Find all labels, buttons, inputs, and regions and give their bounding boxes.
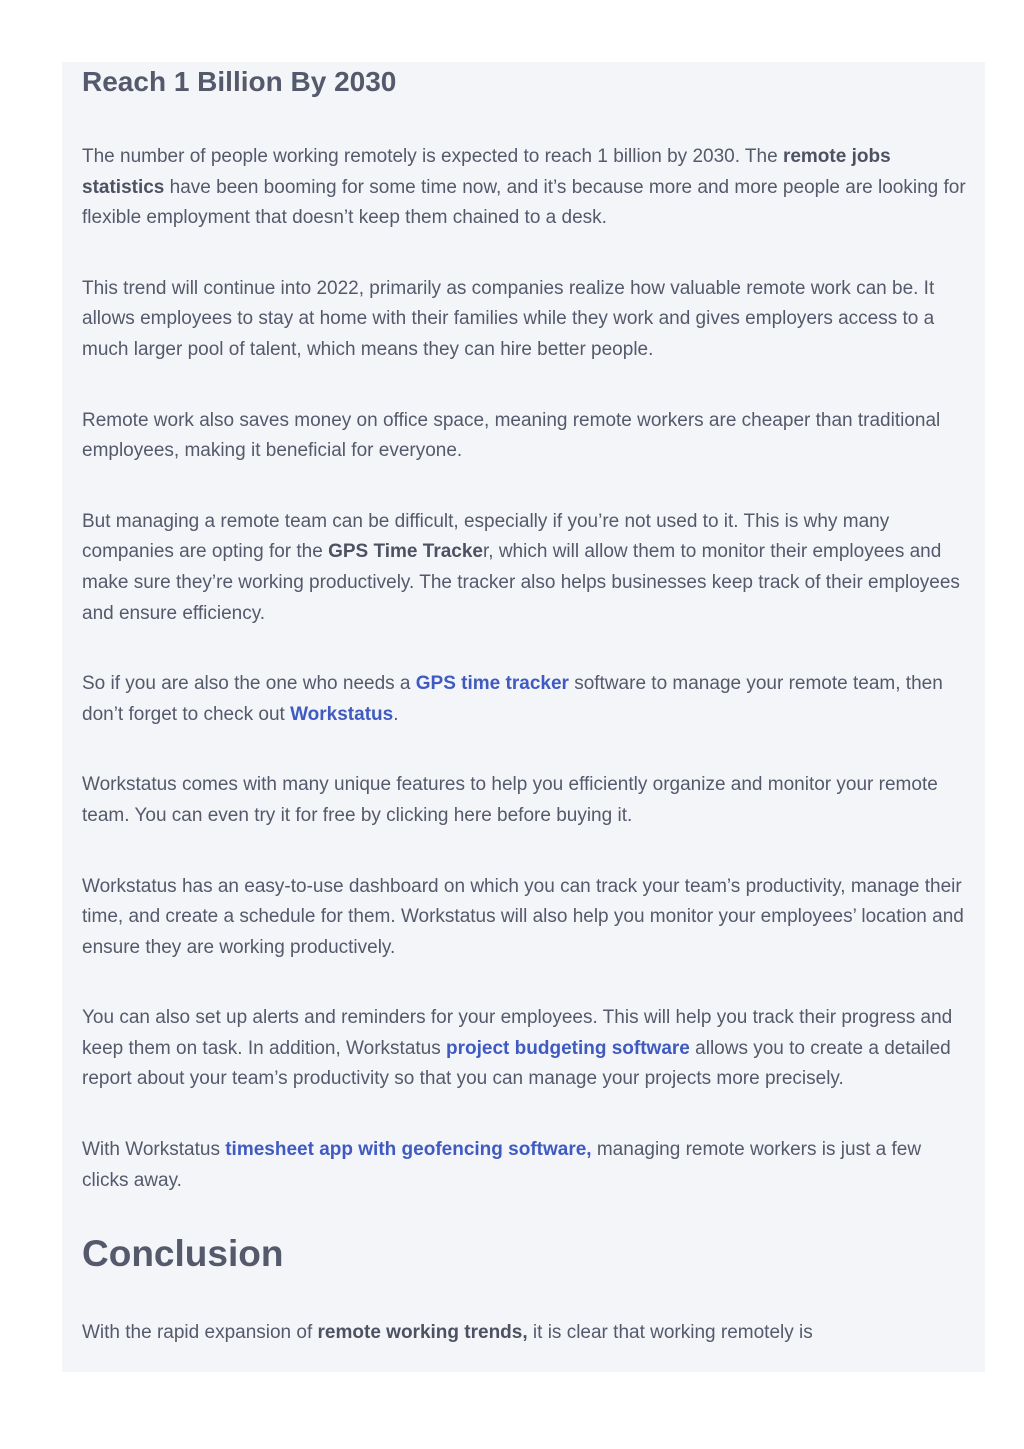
link-workstatus[interactable]: Workstatus — [290, 703, 394, 725]
paragraph-text: managing remote workers is just a few clicks away. — [82, 1139, 922, 1191]
paragraph-managing — [82, 507, 970, 629]
paragraph-text: have been booming for some time now, and it’s because more and more people are looking for flexible employment that doesn’t keep them chained to a desk. — [82, 176, 966, 229]
article-content — [82, 62, 970, 1349]
paragraph-cta — [82, 669, 970, 730]
bold-gps-time-tracker: GPS Time Tracke — [328, 541, 483, 563]
paragraph-text: allows you to create a detailed report about your team’s productivity so that you can manage your projects more precisely. — [82, 1037, 951, 1090]
paragraph-text: . — [393, 703, 399, 725]
bold-remote-jobs-statistics: remote jobs statistics — [82, 146, 891, 198]
section-heading: Reach 1 Billion By 2030 — [82, 66, 397, 97]
paragraph-alerts — [82, 1003, 970, 1095]
paragraph-text: The number of people working remotely is expected to reach 1 billion by 2030. The — [82, 146, 783, 167]
paragraph-text: r, which will allow them to monitor their employees and make sure they’re working productively. The tracker also helps businesses keep track of their employees and ensure efficiency. — [82, 541, 960, 624]
link-timesheet-app-geofencing[interactable]: timesheet app with geofencing software, — [225, 1139, 592, 1161]
paragraph-conclusion — [82, 1318, 970, 1349]
paragraph-text: With Workstatus — [82, 1139, 226, 1161]
paragraph-text: Workstatus has an easy-to-use dashboard on which you can track your team’s productivity, manage their time, and create a schedule for them. Workstatus will also help you monitor your employees’ location and ensure they are working productively. — [82, 875, 964, 958]
paragraph-text: software to manage your remote team, then don’t forget to check out — [82, 673, 943, 725]
paragraph-text: Workstatus comes with many unique features to help you efficiently organize and monitor your remote team. You can even try it for free by clicking here before buying it. — [82, 774, 938, 826]
paragraph-dashboard — [82, 872, 970, 964]
paragraph-savings — [82, 406, 970, 467]
paragraph-features — [82, 770, 970, 831]
conclusion-section — [82, 1232, 970, 1349]
paragraph-trend — [82, 274, 970, 366]
paragraph-text: But managing a remote team can be difficult, especially if you’re not used to it. This is why many companies are opting for the — [82, 510, 890, 563]
bold-remote-working-trends: remote working trends, — [317, 1322, 528, 1344]
article-card — [62, 62, 985, 1372]
paragraph-text: This trend will continue into 2022, primarily as companies realize how valuable remote work can be. It allows employees to stay at home with their families while they work and gives employers access to a much larger pool of talent, which means they can hire better people. — [82, 277, 935, 360]
paragraph-text: You can also set up alerts and reminders for your employees. This will help you track their progress and keep them on task. In addition, Workstatus — [82, 1007, 953, 1059]
paragraph-text: With the rapid expansion of — [82, 1322, 318, 1344]
paragraph-text: it is clear that working remotely is — [527, 1322, 813, 1344]
paragraph-remote-growth — [82, 142, 970, 234]
paragraph-text: So if you are also the one who needs a — [82, 673, 416, 695]
link-project-budgeting-software[interactable]: project budgeting software — [446, 1037, 690, 1059]
conclusion-heading: Conclusion — [82, 1233, 284, 1275]
paragraph-timesheet — [82, 1135, 970, 1196]
paragraph-text: Remote work also saves money on office space, meaning remote workers are cheaper than traditional employees, making it beneficial for everyone. — [82, 409, 941, 462]
link-gps-time-tracker[interactable]: GPS time tracker — [415, 673, 569, 695]
